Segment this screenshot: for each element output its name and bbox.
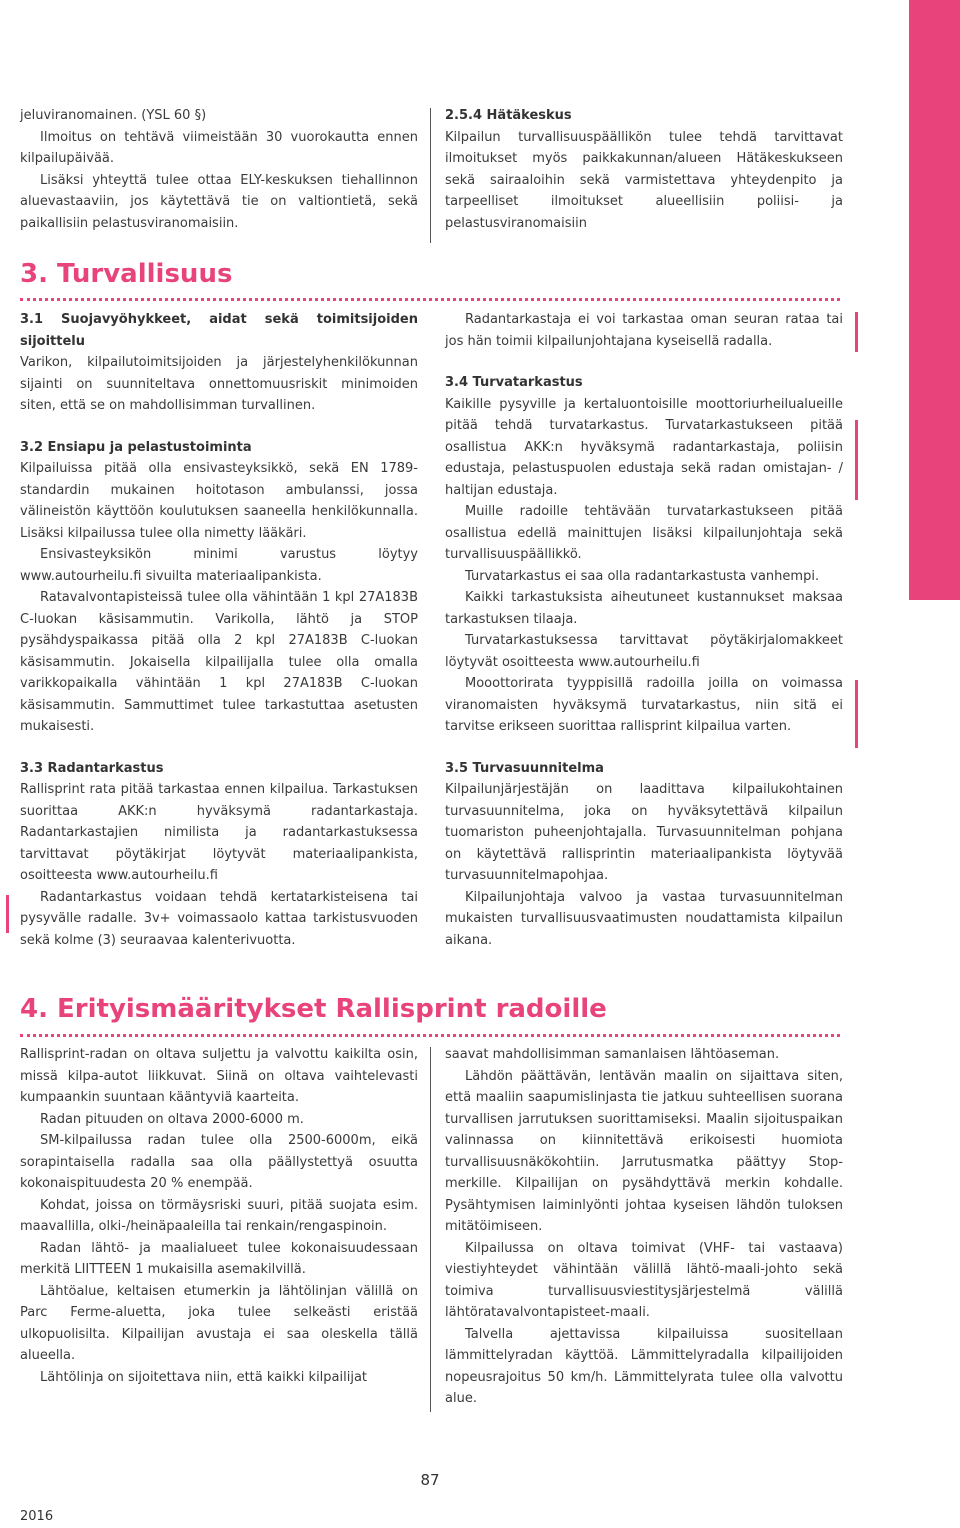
top-left-column [20,105,418,234]
section-heading: 3.4 Turvatarkastus [445,375,583,390]
paragraph: Kaikki tarkastuksista aiheutuneet kustannukset maksaa tarkastuksen tilaaja. [445,590,843,627]
paragraph: Ilmoitus on tehtävä viimeistään 30 vuorokautta ennen kilpailupäivää. [20,129,418,166]
paragraph: Kilpailuissa pitää olla ensivasteyksikkö, sekä EN 1789-standardin mukainen hoitotason ambulanssi, jossa välineistön käyttöön koulutuksen saaneella henkilökunnalla. Lisäksi kilpailussa tulee olla nimetty lääkäri. [20,461,418,541]
page-number: 87 [420,1471,440,1489]
column-divider [430,108,431,243]
section3-left-column [20,309,418,951]
section4-left-column [20,1044,418,1388]
paragraph: Kohdat, joissa on törmäysriski suuri, pitää suojata esim. maavallilla, olki-/heinäpaaleilla tai renkain/rengaspinoin. [20,1197,418,1234]
change-marker [855,312,858,352]
paragraph: Turvatarkastuksessa tarvittavat pöytäkirjalomakkeet löytyvät osoitteesta www.autourheilu.fi [445,633,843,670]
paragraph: Muille radoille tehtävään turvatarkastukseen pitää osallistua edellä mainittujen lisäksi kilpailunjohtaja sekä turvallisuuspäällikkö. [445,504,843,562]
paragraph: jeluviranomainen. (YSL 60 §) [20,108,207,123]
paragraph: Kilpailun turvallisuuspäällikön tulee tehdä tarvittavat ilmoitukset myös paikkakunnan/alueen Hätäkeskukseen sekä sairaaloihin sekä varmistettava yhteydenpito ja tarpeelliset ilmoitukset alueellisiin poliisi- ja pelastusviranomaisiin [445,129,843,231]
section-title: 4. Erityismääritykset Rallisprint radoille [20,992,840,1037]
pink-edge-tab [909,0,960,600]
paragraph: Mooottorirata tyyppisillä radoilla joilla on voimassa viranomaisten hyväksymä turvatarkastus, niin sitä ei tarvitse erikseen suorittaa rallisprint kilpailua varten. [445,676,843,734]
section-heading: 2.5.4 Hätäkeskus [445,108,572,123]
paragraph: Kilpailunjohtaja valvoo ja vastaa turvasuunnitelman mukaisten turvallisuusvaatimusten noudattamista kilpailun aikana. [445,889,843,948]
change-marker [855,680,858,748]
paragraph: Kilpailunjärjestäjän on laadittava kilpailukohtainen turvasuunnitelma, joka on hyväksytettävä kilpailun tuomariston puheenjohtajalla. Turvasuunnitelman pohjana on käytettävä rallisprintin materiaalipankista löytyvää turvasuunnitelmapohjaa. [445,782,843,883]
section-heading: 3.3 Radantarkastus [20,760,164,776]
paragraph: Ratavalvontapisteissä tulee olla vähintään 1 kpl 27A183B C-luokan käsisammutin. Varikolla, lähtö ja STOP pysähdyspaikassa pitää olla 2 kpl 27A183B C-luokan käsisammutin. Jokaisella kilpailijalla tulee olla omalla varikkopaikalla vähintään 1 kpl 27A183B C-luokan käsisammutin. Sammuttimet tulee tarkastuttaa asetusten mukaisesti. [20,590,418,734]
section3-right-column [445,309,843,951]
footer-year: 2016 [20,1509,54,1524]
paragraph: Lähdön päättävän, lentävän maalin on sijaittava siten, että maaliin saapumislinjasta tie jatkuu suhteellisen suorana turvallisen jarrutuksen suorittamiseksi. Maalin sijoituspaikan valinnassa on kiinnitettävä erikoisesti huomiota turvallisuusnäkökohtiin. Jarrutusmatka päättyy Stop-merkille. Kilpailijan on pysähdyttävä merkin kohdalle. Pysähtymisen laiminlyönti johtaa kyseisen lähdön tuloksen mitätöimiseen. [445,1068,843,1234]
paragraph: saavat mahdollisimman samanlaisen lähtöaseman. [445,1047,780,1062]
change-marker [855,420,858,500]
paragraph: Radan pituuden on oltava 2000-6000 m. [40,1111,304,1127]
paragraph: Kilpailussa on oltava toimivat (VHF- tai vastaava) viestiyhteydet vähintään välillä lähtö-maali-johto sekä toimiva turvallisuusviestitysjärjestelmä välillä lähtöratavalvontapisteet-maali. [445,1240,843,1320]
paragraph: Rallisprint-radan on oltava suljettu ja valvottu kaikilta osin, missä kilpa-autot liikkuvat. Siinä on oltava vaihtelevasti kumpaankin suuntaan kääntyviä kaarteita. [20,1047,418,1105]
column-divider [430,1047,431,1412]
paragraph: Talvella ajettavissa kilpailuissa suositellaan lämmittelyradan käyttöä. Lämmittelyradalla kilpailijoiden nopeusrajoitus 50 km/h. Lämmittelyrata tulee olla valvottu alue. [445,1326,843,1406]
section-heading: 3.2 Ensiapu ja pelastustoiminta [20,439,252,455]
paragraph: Lähtölinja on sijoitettava niin, että kaikki kilpailijat [40,1369,368,1385]
section4-right-column [445,1044,843,1410]
section-heading: 3.1 Suojavyöhykkeet, aidat sekä toimitsijoiden sijoittelu [20,312,418,349]
paragraph: Radan lähtö- ja maalialueet tulee kokonaisuudessaan merkitä LIITTEEN 1 mukaisilla asemakilvillä. [20,1240,418,1277]
paragraph: SM-kilpailussa radan tulee olla 2500-6000m, eikä sorapintaisella radalla saa olla päällystettyä osuutta kokonaispituudesta 20 % enempää. [20,1133,418,1191]
change-marker [6,895,9,933]
paragraph: Varikon, kilpailutoimitsijoiden ja järjestelyhenkilökunnan sijainti on suunniteltava onnettomuusriskit minimoiden siten, että se on mahdollisimman turvallinen. [20,355,418,413]
paragraph: Radantarkastaja ei voi tarkastaa oman seuran rataa tai jos hän toimii kilpailunjohtajana kyseisellä radalla. [445,312,843,349]
paragraph: Lähtöalue, keltaisen etumerkin ja lähtölinjan välillä on Parc Ferme-aluetta, joka tulee selkeästi eristää ulkopuolisilta. Kilpailijan avustaja ei saa oleskella tällä alueella. [20,1283,418,1363]
paragraph: Lisäksi yhteyttä tulee ottaa ELY-keskuksen tiehallinnon aluevastaaviin, jos käytettävä tie on valtiontietä, sekä paikallisiin pelastusviranomaisiin. [20,172,418,231]
section-heading: 3.5 Turvasuunnitelma [445,760,604,776]
section-title: 3. Turvallisuus [20,258,840,301]
paragraph: Rallisprint rata pitää tarkastaa ennen kilpailua. Tarkastuksen suorittaa AKK:n hyväksymä radantarkastaja. Radantarkastajien nimilista ja radantarkastuksessa tarvittavat pöytäkirjat löytyvät materiaalipankista, osoitteesta www.autourheilu.fi [20,782,418,883]
top-right-column [445,105,843,234]
paragraph: Turvatarkastus ei saa olla radantarkastusta vanhempi. [465,568,820,584]
paragraph: Kaikille pysyville ja kertaluontoisille moottoriurheilualueille pitää tehdä turvatarkastus. Turvatarkastukseen pitää osallistua AKK:n hyväksymä radantarkastaja, poliisin edustaja, pelastuspuolen edustaja sekä radan omistajan- / haltijan edustaja. [445,396,843,498]
paragraph: Ensivasteyksikön minimi varustus löytyy www.autourheilu.fi sivuilta materiaalipankista. [20,547,418,584]
paragraph: Radantarkastus voidaan tehdä kertatarkisteisena tai pysyvälle radalle. 3v+ voimassaolo kattaa tarkistusvuoden sekä kolme (3) seuraavaa kalenterivuotta. [20,889,418,948]
